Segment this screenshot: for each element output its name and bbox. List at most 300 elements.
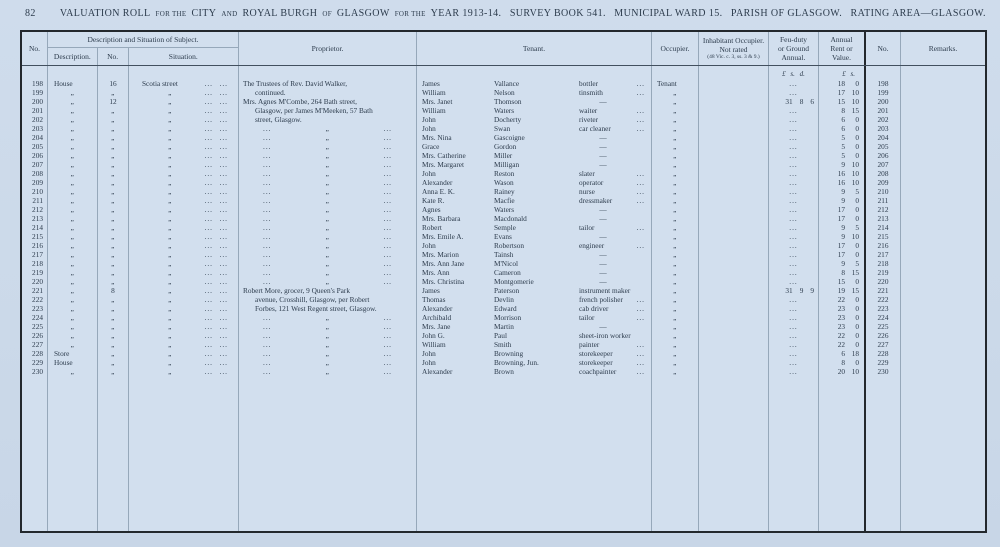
house-number-cell: „ bbox=[98, 178, 129, 187]
row-number-right: 229 bbox=[866, 358, 901, 367]
rent-shillings: 0 bbox=[855, 205, 859, 214]
annual-rent-cell bbox=[819, 142, 866, 151]
leader-dots: ... bbox=[219, 232, 228, 241]
remarks-cell bbox=[901, 304, 985, 313]
leader-dots: ... bbox=[204, 124, 213, 133]
feu-duty-cell bbox=[769, 286, 819, 295]
situation-cell bbox=[129, 214, 239, 223]
remarks-cell bbox=[901, 223, 985, 232]
situation-text: „ bbox=[168, 241, 172, 250]
leader-dots: ... bbox=[789, 205, 798, 214]
leader-dots: ... bbox=[204, 223, 213, 232]
annual-rent-cell bbox=[819, 97, 866, 106]
description-cell: „ bbox=[48, 250, 98, 259]
rent-pounds: 19 bbox=[837, 286, 845, 295]
remarks-cell bbox=[901, 133, 985, 142]
ditto-mark: „ bbox=[325, 313, 330, 322]
tenant-surname: Paul bbox=[494, 331, 507, 340]
ditto-mark: „ bbox=[325, 340, 330, 349]
col-header-house-no: No. bbox=[98, 48, 129, 65]
tenant-forename: William bbox=[422, 88, 446, 97]
situation-text: „ bbox=[168, 214, 172, 223]
tenant-surname: Thomson bbox=[494, 97, 522, 106]
tenant-surname: Browning bbox=[494, 349, 524, 358]
tenant-surname: Rainey bbox=[494, 187, 515, 196]
col-header-situation: Situation. bbox=[168, 52, 198, 61]
house-number-cell: „ bbox=[98, 367, 129, 376]
tenant-forename: Kate R. bbox=[422, 196, 445, 205]
situation-cell bbox=[129, 205, 239, 214]
proprietor-cell bbox=[239, 187, 417, 196]
tenant-surname: Miller bbox=[494, 151, 513, 160]
occupier-cell: „ bbox=[652, 142, 699, 151]
tenant-surname: Tainsh bbox=[494, 250, 514, 259]
row-number-left: 224 bbox=[22, 313, 48, 322]
leader-dots: ... bbox=[204, 160, 213, 169]
proprietor-text: street, Glasgow. bbox=[255, 115, 302, 124]
leader-dots: ... bbox=[219, 313, 228, 322]
tenant-occupation: dressmaker bbox=[579, 196, 613, 205]
leader-dots: ... bbox=[204, 214, 213, 223]
row-number-right: 203 bbox=[866, 124, 901, 133]
rent-pounds: 17 bbox=[837, 250, 845, 259]
leader-dots: ... bbox=[636, 88, 645, 97]
tenant-occupation: — bbox=[599, 322, 607, 331]
leader-dots: ... bbox=[204, 304, 213, 313]
leader-dots: ... bbox=[204, 79, 213, 88]
table-row bbox=[22, 367, 985, 376]
row-number-right: 228 bbox=[866, 349, 901, 358]
table-row bbox=[22, 205, 985, 214]
row-number-left: 222 bbox=[22, 295, 48, 304]
remarks-cell bbox=[901, 259, 985, 268]
table-row bbox=[22, 160, 985, 169]
rent-shillings: 0 bbox=[855, 133, 859, 142]
rent-shillings: 10 bbox=[851, 178, 859, 187]
feu-duty-cell bbox=[769, 79, 819, 88]
situation-cell bbox=[129, 349, 239, 358]
table-header-row bbox=[22, 32, 985, 66]
occupier-cell: „ bbox=[652, 268, 699, 277]
house-number-cell: „ bbox=[98, 169, 129, 178]
tenant-occupation: painter bbox=[579, 340, 600, 349]
situation-text: „ bbox=[168, 232, 172, 241]
remarks-cell bbox=[901, 286, 985, 295]
rent-shillings: 10 bbox=[851, 367, 859, 376]
proprietor-cell bbox=[239, 358, 417, 367]
inhabitant-occupier-cell bbox=[699, 196, 769, 205]
tenant-occupation: tailor bbox=[579, 313, 595, 322]
annual-rent-cell bbox=[819, 241, 866, 250]
tenant-occupation: engineer bbox=[579, 241, 605, 250]
leader-dots: ... bbox=[219, 214, 228, 223]
rent-pounds: 17 bbox=[837, 241, 845, 250]
leader-dots: ... bbox=[204, 151, 213, 160]
inhabitant-occupier-cell bbox=[699, 178, 769, 187]
situation-cell bbox=[129, 268, 239, 277]
leader-dots: ... bbox=[789, 88, 798, 97]
description-cell: „ bbox=[48, 322, 98, 331]
description-cell: „ bbox=[48, 223, 98, 232]
description-cell: „ bbox=[48, 259, 98, 268]
inhabitant-occupier-cell bbox=[699, 160, 769, 169]
row-number-right: 198 bbox=[866, 79, 901, 88]
tenant-cell bbox=[417, 295, 652, 304]
leader-dots: ... bbox=[204, 322, 213, 331]
tenant-occupation: french polisher bbox=[579, 295, 623, 304]
feu-duty-cell bbox=[769, 142, 819, 151]
proprietor-cell bbox=[239, 160, 417, 169]
tenant-surname: Macdonald bbox=[494, 214, 527, 223]
filler-cell bbox=[866, 376, 901, 531]
leader-dots: ... bbox=[636, 115, 645, 124]
inhabitant-occupier-cell bbox=[699, 286, 769, 295]
description-cell: „ bbox=[48, 268, 98, 277]
description-cell: „ bbox=[48, 367, 98, 376]
row-number-left: 214 bbox=[22, 223, 48, 232]
situation-cell bbox=[129, 133, 239, 142]
situation-text: „ bbox=[168, 358, 172, 367]
occupier-cell: „ bbox=[652, 331, 699, 340]
leader-dots: ... bbox=[263, 187, 272, 196]
leader-dots: ... bbox=[789, 178, 798, 187]
tenant-cell bbox=[417, 160, 652, 169]
situation-text: „ bbox=[168, 124, 172, 133]
ditto-mark: „ bbox=[325, 187, 330, 196]
description-cell: „ bbox=[48, 97, 98, 106]
occupier-cell: „ bbox=[652, 187, 699, 196]
title-segment: OF bbox=[322, 10, 332, 18]
house-number-cell: „ bbox=[98, 160, 129, 169]
inhabitant-occupier-cell bbox=[699, 277, 769, 286]
row-number-left: 216 bbox=[22, 241, 48, 250]
table-row bbox=[22, 259, 985, 268]
description-cell: „ bbox=[48, 313, 98, 322]
table-row bbox=[22, 313, 985, 322]
situation-text: „ bbox=[168, 223, 172, 232]
tenant-cell bbox=[417, 151, 652, 160]
leader-dots: ... bbox=[204, 178, 213, 187]
row-number-right: 205 bbox=[866, 142, 901, 151]
feu-duty-cell bbox=[769, 160, 819, 169]
rent-shillings: 15 bbox=[851, 286, 859, 295]
leader-dots: ... bbox=[204, 106, 213, 115]
row-number-right: 224 bbox=[866, 313, 901, 322]
tenant-forename: Mrs. Margaret bbox=[422, 160, 465, 169]
tenant-occupation: — bbox=[599, 232, 607, 241]
remarks-cell bbox=[901, 124, 985, 133]
feu-duty-cell bbox=[769, 106, 819, 115]
tenant-cell bbox=[417, 223, 652, 232]
rent-pounds: 22 bbox=[837, 340, 845, 349]
table-row bbox=[22, 223, 985, 232]
house-number-cell: „ bbox=[98, 259, 129, 268]
table-row bbox=[22, 169, 985, 178]
situation-text: „ bbox=[168, 331, 172, 340]
ditto-mark: „ bbox=[325, 259, 330, 268]
situation-text: „ bbox=[168, 250, 172, 259]
occupier-cell: „ bbox=[652, 232, 699, 241]
tenant-surname: Swan bbox=[494, 124, 511, 133]
situation-text: „ bbox=[168, 115, 172, 124]
leader-dots: ... bbox=[383, 313, 392, 322]
tenant-cell bbox=[417, 169, 652, 178]
tenant-surname: Vallance bbox=[494, 79, 520, 88]
leader-dots: ... bbox=[789, 151, 798, 160]
row-number-left: 215 bbox=[22, 232, 48, 241]
table-body bbox=[22, 79, 985, 531]
description-cell: „ bbox=[48, 205, 98, 214]
leader-dots: ... bbox=[204, 97, 213, 106]
house-number-cell: „ bbox=[98, 232, 129, 241]
occupier-cell: „ bbox=[652, 160, 699, 169]
house-number-cell: „ bbox=[98, 115, 129, 124]
feu-duty-cell bbox=[769, 88, 819, 97]
row-number-right: 227 bbox=[866, 340, 901, 349]
situation-cell bbox=[129, 223, 239, 232]
tenant-forename: Grace bbox=[422, 142, 440, 151]
feu-duty-value: 6 bbox=[810, 97, 814, 106]
remarks-cell bbox=[901, 331, 985, 340]
row-number-right: 225 bbox=[866, 322, 901, 331]
situation-cell bbox=[129, 313, 239, 322]
tenant-forename: Alexander bbox=[422, 304, 453, 313]
tenant-occupation: — bbox=[599, 160, 607, 169]
leader-dots: ... bbox=[636, 295, 645, 304]
situation-cell bbox=[129, 178, 239, 187]
leader-dots: ... bbox=[383, 223, 392, 232]
table-row bbox=[22, 304, 985, 313]
leader-dots: ... bbox=[219, 106, 228, 115]
inhabitant-occupier-cell bbox=[699, 268, 769, 277]
rent-pounds: 16 bbox=[837, 169, 845, 178]
tenant-occupation: — bbox=[599, 250, 607, 259]
filler-cell bbox=[48, 376, 98, 531]
house-number-cell: „ bbox=[98, 205, 129, 214]
description-cell: „ bbox=[48, 133, 98, 142]
leader-dots: ... bbox=[204, 277, 213, 286]
leader-dots: ... bbox=[263, 331, 272, 340]
ditto-mark: „ bbox=[325, 133, 330, 142]
rent-pounds: 8 bbox=[841, 268, 845, 277]
situation-cell bbox=[129, 169, 239, 178]
remarks-cell bbox=[901, 268, 985, 277]
inhabitant-occupier-cell bbox=[699, 358, 769, 367]
leader-dots: ... bbox=[789, 223, 798, 232]
situation-cell bbox=[129, 340, 239, 349]
situation-text: „ bbox=[168, 367, 172, 376]
col-header-inhabitant-occupier: Inhabitant Occupier. Not rated (48 Vic. c. 3, ss. 3 & 9.) bbox=[699, 32, 769, 65]
tenant-surname: Wason bbox=[494, 178, 514, 187]
tenant-surname: Montgomerie bbox=[494, 277, 534, 286]
ditto-mark: „ bbox=[325, 241, 330, 250]
leader-dots: ... bbox=[636, 124, 645, 133]
ditto-mark: „ bbox=[325, 142, 330, 151]
feu-duty-cell bbox=[769, 196, 819, 205]
col-header-proprietor: Proprietor. bbox=[239, 32, 417, 65]
table-row bbox=[22, 115, 985, 124]
tenant-surname: Reston bbox=[494, 169, 515, 178]
tenant-cell bbox=[417, 115, 652, 124]
row-number-right: 223 bbox=[866, 304, 901, 313]
leader-dots: ... bbox=[204, 313, 213, 322]
leader-dots: ... bbox=[219, 151, 228, 160]
inhabitant-occupier-cell bbox=[699, 88, 769, 97]
tenant-forename: Mrs. Barbara bbox=[422, 214, 461, 223]
table-row bbox=[22, 178, 985, 187]
situation-cell bbox=[129, 367, 239, 376]
tenant-forename: Mrs. Janet bbox=[422, 97, 453, 106]
row-number-right: 208 bbox=[866, 169, 901, 178]
remarks-cell bbox=[901, 178, 985, 187]
rent-shillings: 10 bbox=[851, 88, 859, 97]
tenant-occupation: — bbox=[599, 133, 607, 142]
tenant-occupation: sheet-iron worker bbox=[579, 331, 631, 340]
ditto-mark: „ bbox=[325, 232, 330, 241]
tenant-surname: Gascoigne bbox=[494, 133, 525, 142]
annual-rent-cell bbox=[819, 277, 866, 286]
feu-duty-cell bbox=[769, 205, 819, 214]
feu-duty-cell bbox=[769, 214, 819, 223]
house-number-cell: 8 bbox=[98, 286, 129, 295]
leader-dots: ... bbox=[383, 205, 392, 214]
leader-dots: ... bbox=[789, 340, 798, 349]
table-row bbox=[22, 124, 985, 133]
leader-dots: ... bbox=[263, 250, 272, 259]
rent-pounds: 5 bbox=[841, 151, 845, 160]
occupier-cell: „ bbox=[652, 88, 699, 97]
description-cell: „ bbox=[48, 304, 98, 313]
inhabitant-occupier-cell bbox=[699, 259, 769, 268]
rent-shillings: 0 bbox=[855, 79, 859, 88]
row-number-left: 225 bbox=[22, 322, 48, 331]
leader-dots: ... bbox=[219, 367, 228, 376]
tenant-forename: Mrs. Christina bbox=[422, 277, 465, 286]
proprietor-cell bbox=[239, 277, 417, 286]
inhabitant-occupier-cell bbox=[699, 367, 769, 376]
row-number-left: 205 bbox=[22, 142, 48, 151]
table-row bbox=[22, 79, 985, 88]
inhabitant-occupier-cell bbox=[699, 241, 769, 250]
tenant-forename: Mrs. Nina bbox=[422, 133, 452, 142]
rent-pounds: 15 bbox=[837, 97, 845, 106]
tenant-occupation: operator bbox=[579, 178, 604, 187]
row-number-left: 221 bbox=[22, 286, 48, 295]
remarks-cell bbox=[901, 358, 985, 367]
situation-text: „ bbox=[168, 142, 172, 151]
row-number-left: 212 bbox=[22, 205, 48, 214]
annual-rent-cell bbox=[819, 79, 866, 88]
leader-dots: ... bbox=[219, 358, 228, 367]
tenant-occupation: — bbox=[599, 214, 607, 223]
feu-duty-cell bbox=[769, 232, 819, 241]
inhabitant-occupier-cell bbox=[699, 151, 769, 160]
leader-dots: ... bbox=[383, 367, 392, 376]
tenant-forename: Mrs. Ann Jane bbox=[422, 259, 465, 268]
leader-dots: ... bbox=[219, 97, 228, 106]
inhabitant-occupier-cell bbox=[699, 142, 769, 151]
col-header-description: Description. bbox=[48, 48, 98, 65]
remarks-cell bbox=[901, 367, 985, 376]
leader-dots: ... bbox=[383, 124, 392, 133]
tenant-forename: Archibald bbox=[422, 313, 452, 322]
ditto-mark: „ bbox=[325, 196, 330, 205]
rent-shillings: 5 bbox=[855, 259, 859, 268]
description-cell: „ bbox=[48, 286, 98, 295]
leader-dots: ... bbox=[636, 223, 645, 232]
tenant-surname: Gordon bbox=[494, 142, 517, 151]
tenant-occupation: instrument maker bbox=[579, 286, 631, 295]
occupier-cell: „ bbox=[652, 241, 699, 250]
rent-shillings: 10 bbox=[851, 232, 859, 241]
tenant-occupation: — bbox=[599, 205, 607, 214]
title-segment: ROYAL BURGH bbox=[242, 8, 318, 19]
house-number-cell: „ bbox=[98, 196, 129, 205]
description-cell: „ bbox=[48, 115, 98, 124]
rent-pounds: 5 bbox=[841, 142, 845, 151]
leader-dots: ... bbox=[263, 133, 272, 142]
leader-dots: ... bbox=[789, 142, 798, 151]
description-cell: „ bbox=[48, 151, 98, 160]
tenant-cell bbox=[417, 313, 652, 322]
rent-pounds: 20 bbox=[837, 367, 845, 376]
rent-shillings: 0 bbox=[855, 124, 859, 133]
situation-cell bbox=[129, 277, 239, 286]
occupier-cell: „ bbox=[652, 286, 699, 295]
rent-shillings: 0 bbox=[855, 304, 859, 313]
description-cell: „ bbox=[48, 214, 98, 223]
annual-rent-cell bbox=[819, 295, 866, 304]
house-number-cell: „ bbox=[98, 106, 129, 115]
filler-cell bbox=[129, 376, 239, 531]
leader-dots: ... bbox=[789, 259, 798, 268]
annual-rent-cell bbox=[819, 151, 866, 160]
row-number-right: 214 bbox=[866, 223, 901, 232]
leader-dots: ... bbox=[789, 313, 798, 322]
house-number-cell: „ bbox=[98, 304, 129, 313]
situation-text: „ bbox=[168, 205, 172, 214]
rent-shillings: 10 bbox=[851, 97, 859, 106]
inhabitant-occupier-cell bbox=[699, 205, 769, 214]
table-row bbox=[22, 187, 985, 196]
row-number-right: 217 bbox=[866, 250, 901, 259]
annual-rent-cell bbox=[819, 187, 866, 196]
rent-units: £ s. bbox=[842, 70, 855, 78]
remarks-cell bbox=[901, 151, 985, 160]
tenant-surname: Docherty bbox=[494, 115, 522, 124]
leader-dots: ... bbox=[219, 187, 228, 196]
leader-dots: ... bbox=[789, 295, 798, 304]
feu-duty-cell bbox=[769, 259, 819, 268]
leader-dots: ... bbox=[383, 349, 392, 358]
col-header-no-left: No. bbox=[22, 32, 48, 65]
leader-dots: ... bbox=[204, 367, 213, 376]
feu-duty-cell bbox=[769, 304, 819, 313]
feu-duty-units: £ s. d. bbox=[782, 70, 805, 78]
leader-dots: ... bbox=[204, 259, 213, 268]
leader-dots: ... bbox=[219, 79, 228, 88]
leader-dots: ... bbox=[204, 115, 213, 124]
inhabitant-occupier-cell bbox=[699, 349, 769, 358]
leader-dots: ... bbox=[204, 358, 213, 367]
situation-cell bbox=[129, 160, 239, 169]
remarks-cell bbox=[901, 277, 985, 286]
tenant-occupation: — bbox=[599, 97, 607, 106]
tenant-surname: Macfie bbox=[494, 196, 515, 205]
tenant-forename: Mrs. Ann bbox=[422, 268, 450, 277]
rent-pounds: 9 bbox=[841, 259, 845, 268]
leader-dots: ... bbox=[204, 232, 213, 241]
